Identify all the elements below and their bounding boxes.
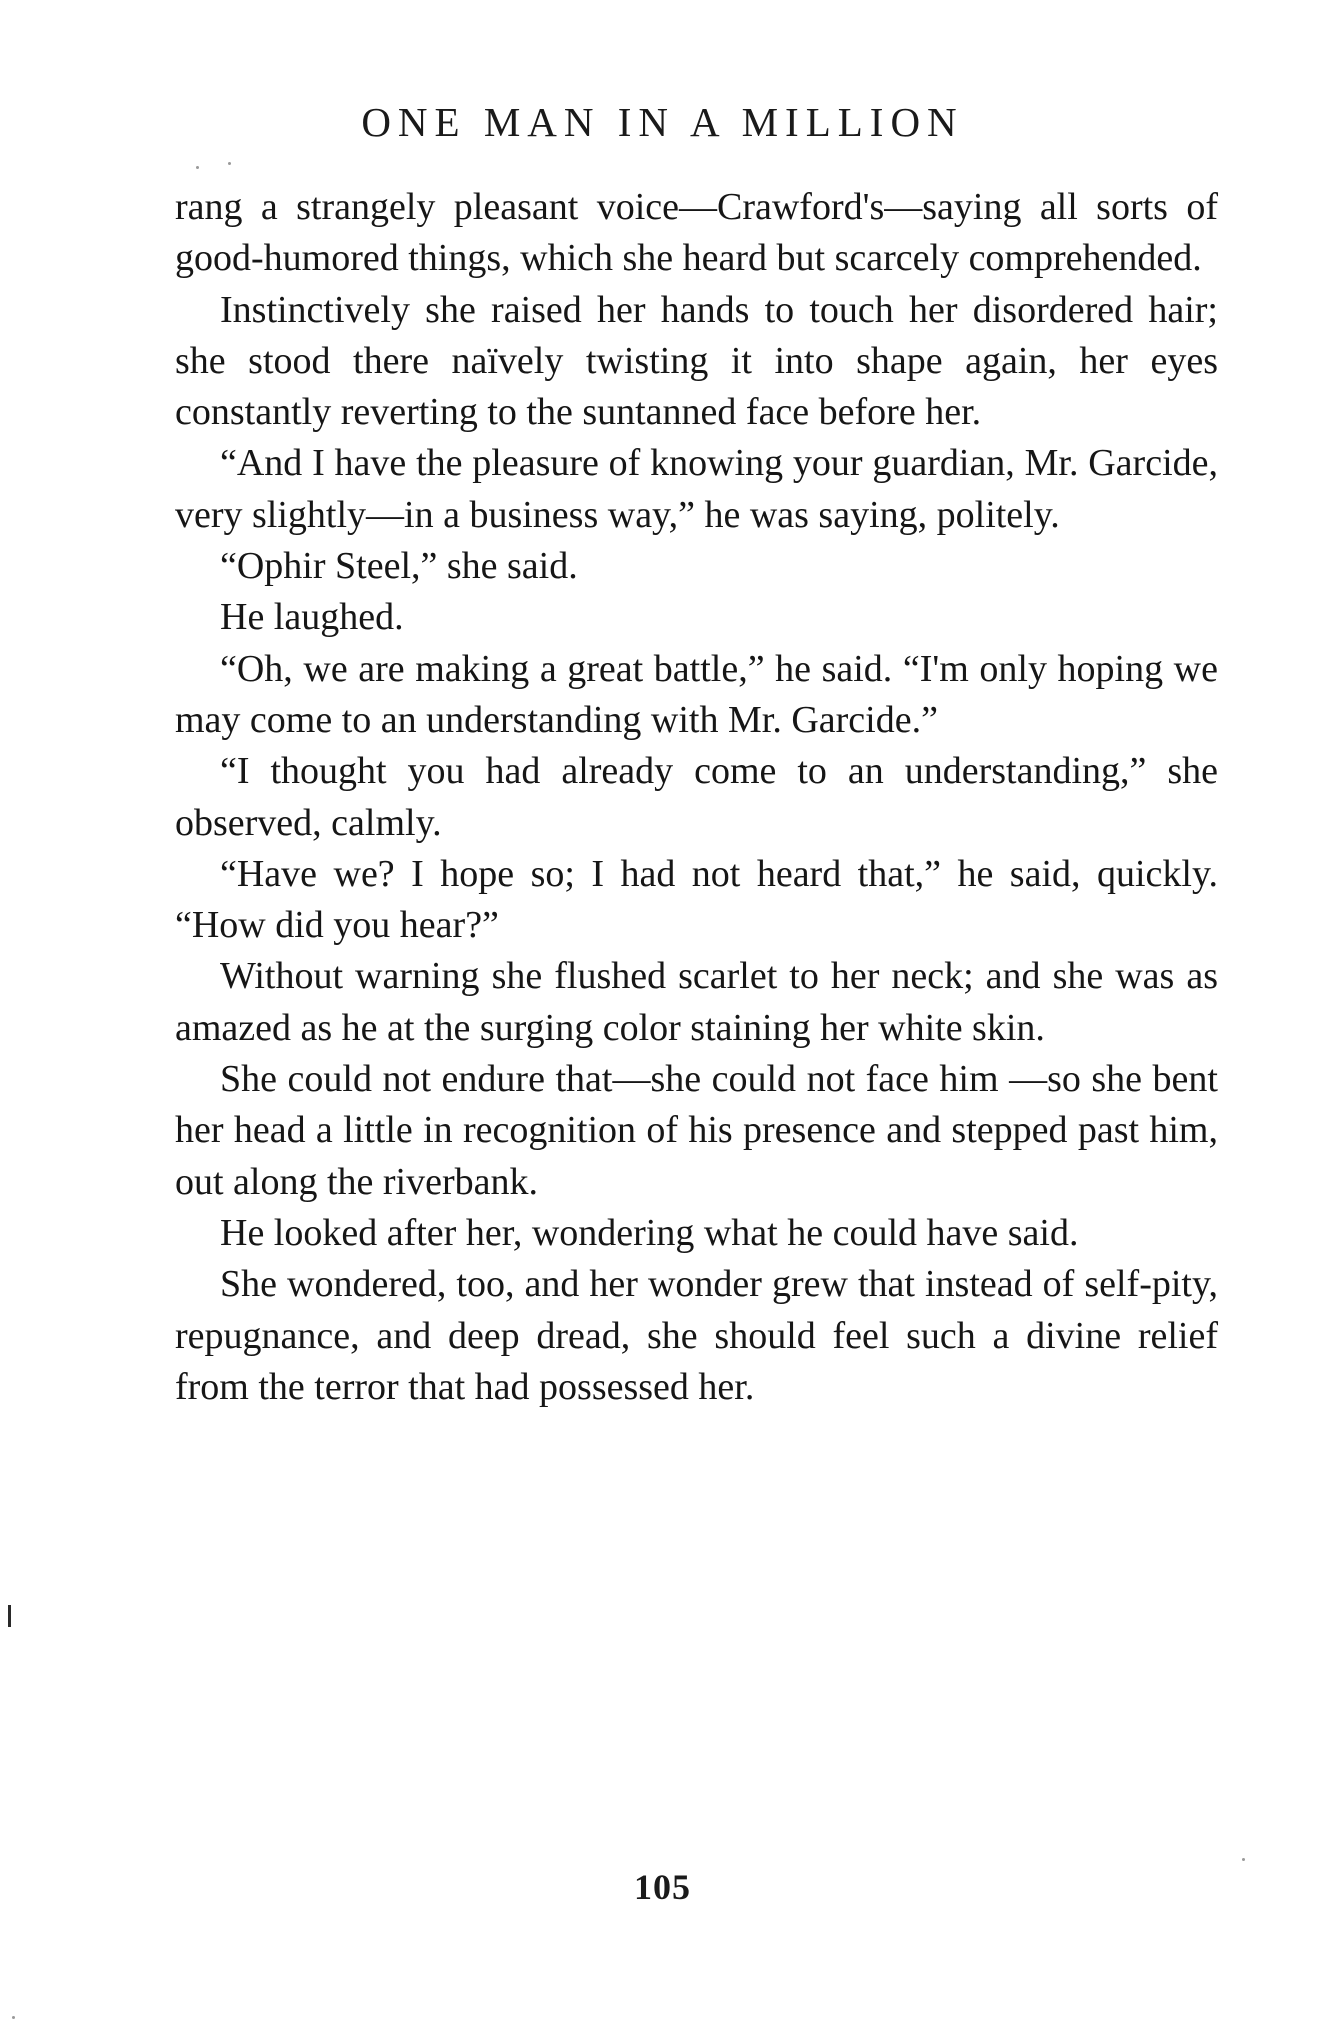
paragraph: “Ophir Steel,” she said. <box>220 545 578 588</box>
paper-speck <box>196 166 199 169</box>
paragraph: “Have we? I hope so; I had not heard that,” he said, quickly. “How did you hear?” <box>175 852 1218 947</box>
paper-speck <box>1242 1858 1245 1861</box>
margin-mark <box>8 1605 11 1627</box>
paragraph: “I thought you had already come to an understanding,” she observed, calmly. <box>175 750 1218 844</box>
body-text <box>175 182 1218 1413</box>
paragraph: Without warning she flushed scarlet to her neck; and she was as amazed as he at the surging color staining her white skin. <box>175 955 1218 1049</box>
paragraph: “And I have the pleasure of knowing your guardian, Mr. Garcide, very slightly—in a business way,” he was saying, politely. <box>175 442 1218 536</box>
paragraph: “Oh, we are making a great battle,” he said. “I'm only hoping we may come to an understanding with Mr. Garcide.” <box>175 647 1218 741</box>
paragraph: She wondered, too, and her wonder grew that instead of self-pity, repugnance, and deep dread, she should feel such a divine relief from the terror that had possessed her. <box>175 1263 1218 1408</box>
paragraph: He looked after her, wondering what he could have said. <box>220 1211 1079 1254</box>
paper-speck <box>12 2016 15 2019</box>
paragraph: Instinctively she raised her hands to touch her disordered hair; she stood there naïvely twisting it into shape again, her eyes constantly reverting to the suntanned face before her. <box>175 288 1218 434</box>
running-head: ONE MAN IN A MILLION <box>361 99 964 145</box>
paragraph: She could not endure that—she could not face him —so she bent her head a little in recognition of his presence and stepped past him, out along the riverbank. <box>175 1058 1218 1203</box>
page-number: 105 <box>634 1867 691 1907</box>
paragraph: He laughed. <box>220 596 404 639</box>
paper-speck <box>228 162 231 165</box>
paragraph: rang a strangely pleasant voice—Crawford's—saying all sorts of good-humored things, which she heard but scarcely comprehended. <box>175 186 1218 280</box>
